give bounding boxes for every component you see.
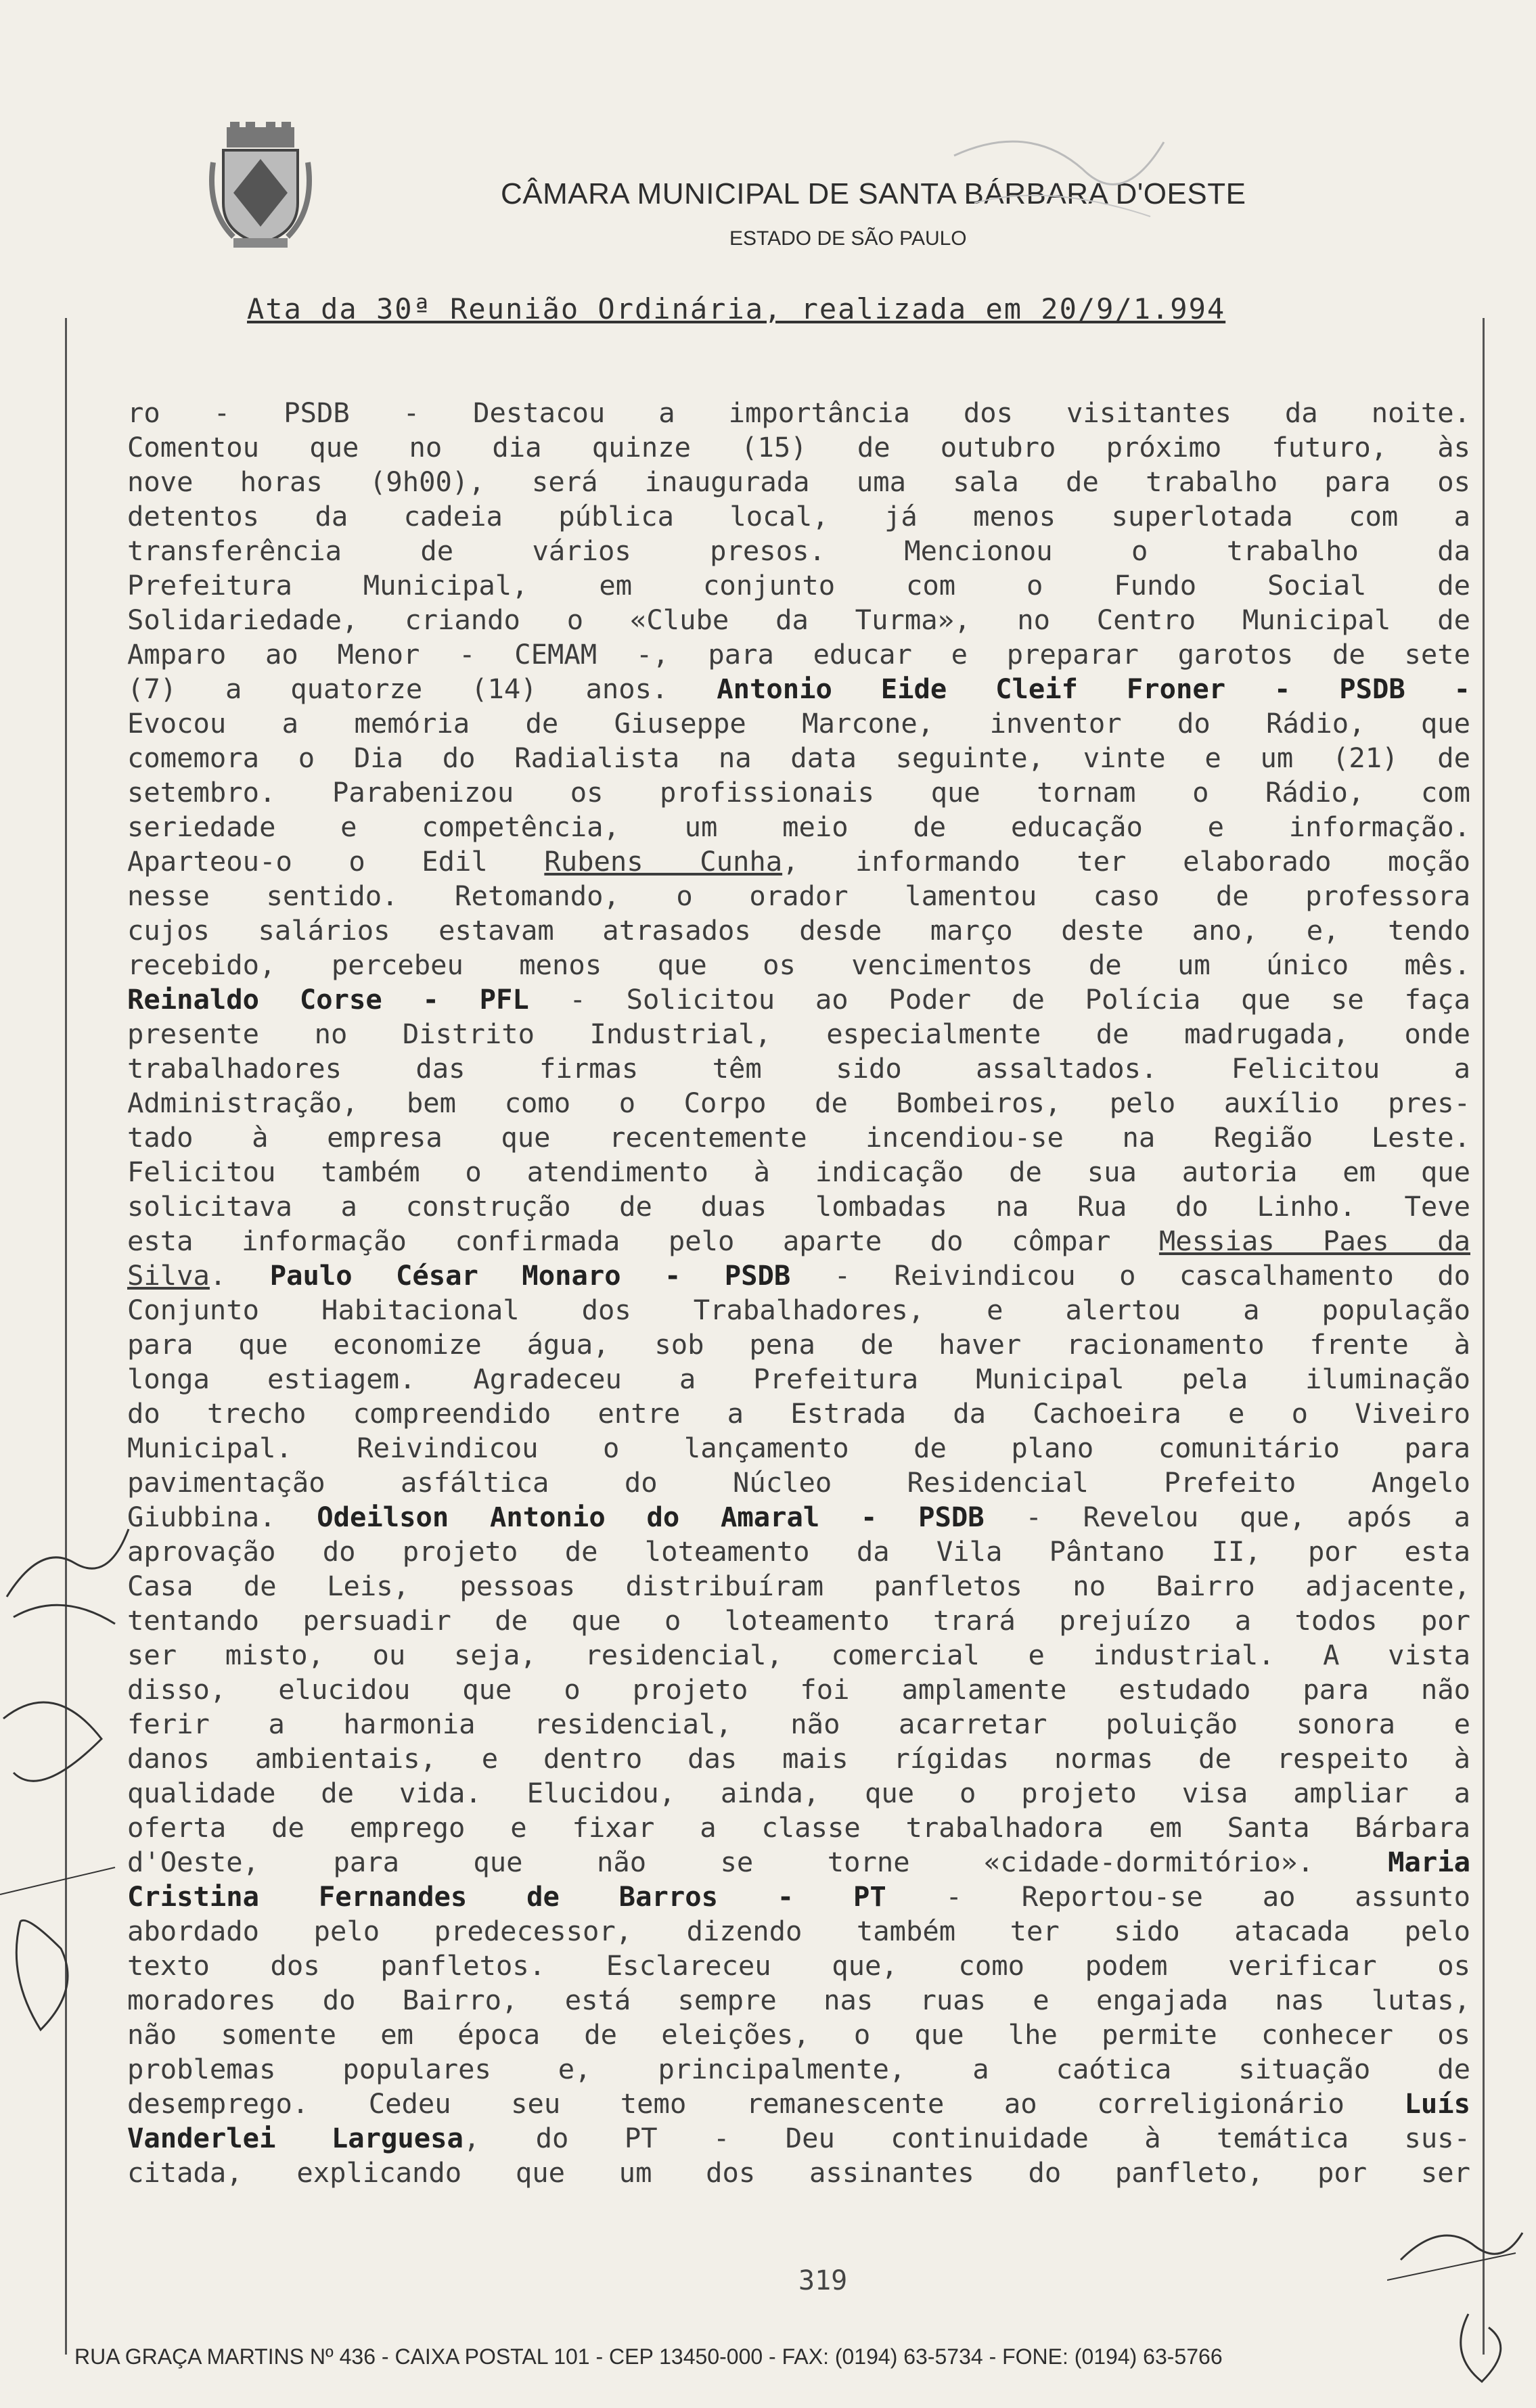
text-segment: Prefeitura Municipal, em conjunto com o Fundo Social de — [127, 569, 1470, 601]
text-line — [127, 1051, 1470, 1086]
municipal-crest-icon — [206, 122, 315, 250]
text-line — [127, 1396, 1470, 1431]
text-segment: Solidariedade, criando o «Clube da Turma», no Centro Municipal de — [127, 604, 1470, 636]
text-segment: ferir a harmonia residencial, não acarretar poluição sonora e — [127, 1708, 1470, 1740]
apartee-name: Silva — [127, 1259, 210, 1292]
text-segment: não somente em época de eleições, o que lhe permite conhecer os — [127, 2018, 1470, 2051]
document-title: Ata da 30ª Reunião Ordinária, realizada em 20/9/1.994 — [247, 292, 1226, 325]
text-segment: - Reivindicou o cascalhamento do — [790, 1259, 1470, 1292]
text-segment: , do PT - Deu continuidade à temática sus- — [463, 2122, 1470, 2154]
text-segment: tentando persuadir de que o loteamento trará prejuízo a todos por — [127, 1604, 1470, 1637]
text-segment: . — [209, 1259, 270, 1292]
text-line — [127, 982, 1470, 1017]
text-segment: Municipal. Reivindicou o lançamento de plano comunitário para — [127, 1432, 1470, 1464]
text-segment: nesse sentido. Retomando, o orador lamentou caso de professora — [127, 880, 1470, 912]
text-segment: , informando ter elaborado moção — [782, 845, 1470, 878]
text-line — [127, 1189, 1470, 1224]
text-segment: d'Oeste, para que não se torne «cidade-dormitório». — [127, 1846, 1388, 1878]
footer-address: RUA GRAÇA MARTINS Nº 436 - CAIXA POSTAL 101 - CEP 13450-000 - FAX: (0194) 63-5734 - FONE: (0194) 63-5766 — [74, 2344, 1223, 2369]
text-line — [127, 1120, 1470, 1155]
text-segment: - Reportou-se ao assunto — [886, 1880, 1470, 1913]
text-line — [127, 1742, 1470, 1776]
text-segment: recebido, percebeu menos que os vencimentos de um único mês. — [127, 949, 1470, 981]
text-line — [127, 1466, 1470, 1500]
text-segment: detentos da cadeia pública local, já menos superlotada com a — [127, 500, 1470, 532]
text-line — [127, 1362, 1470, 1396]
text-segment: ro - PSDB - Destacou a importância dos visitantes da noite. — [127, 396, 1470, 429]
text-segment: para que economize água, sob pena de haver racionamento frente à — [127, 1328, 1470, 1361]
text-line — [127, 741, 1470, 775]
text-segment: longa estiagem. Agradeceu a Prefeitura Municipal pela iluminação — [127, 1363, 1470, 1395]
text-segment: Felicitou também o atendimento à indicação de sua autoria em que — [127, 1156, 1470, 1188]
text-segment: do trecho compreendido entre a Estrada da Cachoeira e o Viveiro — [127, 1397, 1470, 1430]
text-line — [127, 1707, 1470, 1742]
speaker-name: Maria — [1388, 1846, 1470, 1878]
text-line — [127, 1017, 1470, 1051]
text-line — [127, 913, 1470, 948]
text-segment: - Solicitou ao Poder de Polícia que se faça — [528, 983, 1470, 1016]
text-segment: Administração, bem como o Corpo de Bombeiros, pelo auxílio pres- — [127, 1087, 1470, 1119]
text-segment: esta informação confirmada pelo aparte do cômpar — [127, 1225, 1159, 1257]
text-segment: Conjunto Habitacional dos Trabalhadores, e alertou a população — [127, 1294, 1470, 1326]
text-line — [127, 1535, 1470, 1569]
text-line — [127, 2156, 1470, 2190]
text-segment: oferta de emprego e fixar a classe trabalhadora em Santa Bárbara — [127, 1811, 1470, 1844]
page-number: 319 — [798, 2265, 848, 2296]
text-segment: presente no Distrito Industrial, especialmente de madrugada, onde — [127, 1018, 1470, 1050]
text-line — [127, 2018, 1470, 2052]
text-line — [127, 637, 1470, 672]
minutes-body — [127, 396, 1470, 2190]
text-segment: trabalhadores das firmas têm sido assaltados. Felicitou a — [127, 1052, 1470, 1085]
speaker-name: Reinaldo Corse - PFL — [127, 983, 529, 1016]
text-segment: - Revelou que, após a — [984, 1501, 1470, 1533]
speaker-name: Paulo César Monaro - PSDB — [269, 1259, 791, 1292]
speaker-name: Vanderlei Larguesa — [127, 2122, 464, 2154]
text-segment: Comentou que no dia quinze (15) de outubro próximo futuro, às — [127, 431, 1470, 463]
text-line — [127, 1914, 1470, 1949]
chamber-name: CÂMARA MUNICIPAL DE SANTA BÁRBARA D'OESTE — [501, 177, 1246, 210]
text-line — [127, 568, 1470, 603]
text-line — [127, 1845, 1470, 1880]
text-line — [127, 1224, 1470, 1258]
text-line — [127, 1983, 1470, 2018]
text-line — [127, 1086, 1470, 1120]
text-segment: disso, elucidou que o projeto foi amplamente estudado para não — [127, 1673, 1470, 1706]
margin-signature-icon — [0, 1516, 135, 2043]
text-line — [127, 1569, 1470, 1604]
text-line — [127, 844, 1470, 879]
text-line — [127, 948, 1470, 982]
apartee-name: Messias Paes da — [1158, 1225, 1470, 1257]
text-segment: seriedade e competência, um meio de educação e informação. — [127, 811, 1470, 843]
text-segment: moradores do Bairro, está sempre nas ruas e engajada nas lutas, — [127, 1984, 1470, 2016]
speaker-name: Antonio Eide Cleif Froner - PSDB - — [717, 673, 1470, 705]
initials-signature-icon — [1387, 2179, 1529, 2402]
text-line — [127, 1327, 1470, 1362]
text-line — [127, 1880, 1470, 1914]
text-segment: setembro. Parabenizou os profissionais que tornam o Rádio, com — [127, 776, 1470, 809]
text-line — [127, 2121, 1470, 2156]
text-line — [127, 1293, 1470, 1327]
text-line — [127, 534, 1470, 568]
text-line — [127, 1776, 1470, 1811]
text-segment: nove horas (9h00), será inaugurada uma sala de trabalho para os — [127, 465, 1470, 498]
text-segment: comemora o Dia do Radialista na data seguinte, vinte e um (21) de — [127, 742, 1470, 774]
text-segment: problemas populares e, principalmente, a caótica situação de — [127, 2053, 1470, 2085]
text-line — [127, 810, 1470, 844]
text-line — [127, 1155, 1470, 1189]
speaker-name: Luís — [1404, 2087, 1470, 2120]
speaker-name: Cristina Fernandes de Barros - PT — [127, 1880, 886, 1913]
text-segment: Casa de Leis, pessoas distribuíram panfletos no Bairro adjacente, — [127, 1570, 1470, 1602]
text-segment: pavimentação asfáltica do Núcleo Residencial Prefeito Angelo — [127, 1466, 1470, 1499]
text-line — [127, 775, 1470, 810]
text-line — [127, 465, 1470, 499]
text-segment: aprovação do projeto de loteamento da Vila Pântano II, por esta — [127, 1535, 1470, 1568]
text-line — [127, 879, 1470, 913]
text-line — [127, 499, 1470, 534]
text-line — [127, 706, 1470, 741]
text-segment: citada, explicando que um dos assinantes do panfleto, por ser — [127, 2156, 1470, 2189]
text-line — [127, 1258, 1470, 1293]
text-line — [127, 396, 1470, 430]
text-segment: desemprego. Cedeu seu temo remanescente ao correligionário — [127, 2087, 1405, 2120]
text-segment: Amparo ao Menor - CEMAM -, para educar e preparar garotos de sete — [127, 638, 1470, 671]
text-line — [127, 2087, 1470, 2121]
text-segment: tado à empresa que recentemente incendiou-se na Região Leste. — [127, 1121, 1470, 1154]
text-line — [127, 2052, 1470, 2087]
text-segment: solicitava a construção de duas lombadas na Rua do Linho. Teve — [127, 1190, 1470, 1223]
text-line — [127, 1673, 1470, 1707]
text-segment: Aparteou-o o Edil — [127, 845, 545, 878]
state-name: ESTADO DE SÃO PAULO — [729, 227, 967, 250]
text-line — [127, 1949, 1470, 1983]
text-line — [127, 672, 1470, 706]
apartee-name: Rubens Cunha — [544, 845, 783, 878]
text-segment: cujos salários estavam atrasados desde março deste ano, e, tendo — [127, 914, 1470, 947]
text-line — [127, 603, 1470, 637]
text-line — [127, 1604, 1470, 1638]
text-segment: qualidade de vida. Elucidou, ainda, que o projeto visa ampliar a — [127, 1777, 1470, 1809]
text-segment: danos ambientais, e dentro das mais rígidas normas de respeito à — [127, 1742, 1470, 1775]
text-segment: Evocou a memória de Giuseppe Marcone, inventor do Rádio, que — [127, 707, 1470, 740]
text-line — [127, 1500, 1470, 1535]
text-segment: ser misto, ou seja, residencial, comercial e industrial. A vista — [127, 1639, 1470, 1671]
text-segment: Giubbina. — [127, 1501, 317, 1533]
text-line — [127, 1638, 1470, 1673]
text-segment: texto dos panfletos. Esclareceu que, como podem verificar os — [127, 1949, 1470, 1982]
text-segment: abordado pelo predecessor, dizendo também ter sido atacada pelo — [127, 1915, 1470, 1947]
text-line — [127, 1431, 1470, 1466]
text-segment: transferência de vários presos. Mencionou o trabalho da — [127, 535, 1470, 567]
letterhead — [0, 122, 1536, 284]
text-line — [127, 1811, 1470, 1845]
text-segment: (7) a quatorze (14) anos. — [127, 673, 717, 705]
speaker-name: Odeilson Antonio do Amaral - PSDB — [317, 1501, 985, 1533]
faint-stamp-signature-icon — [947, 115, 1171, 250]
text-line — [127, 430, 1470, 465]
